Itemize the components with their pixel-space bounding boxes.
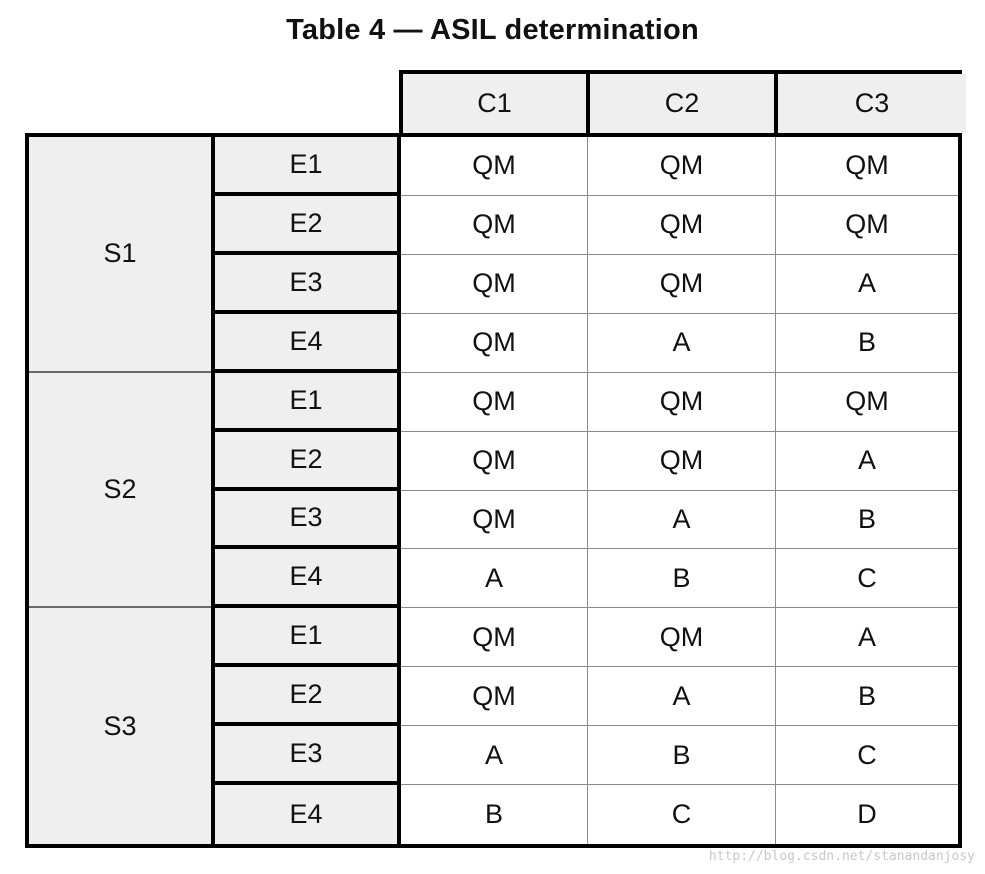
table-row bbox=[401, 255, 958, 314]
asil-cell: C bbox=[776, 549, 958, 607]
asil-cell: B bbox=[776, 491, 958, 549]
watermark-text: http://blog.csdn.net/stanandanjosy bbox=[708, 849, 975, 864]
column-header-c1: C1 bbox=[403, 74, 590, 133]
exposure-cell: E3 bbox=[215, 726, 397, 785]
asil-cell: QM bbox=[401, 314, 588, 372]
exposure-cell: E2 bbox=[215, 432, 397, 491]
asil-cell: QM bbox=[401, 608, 588, 666]
exposure-cell: E3 bbox=[215, 491, 397, 550]
column-header-c2: C2 bbox=[590, 74, 778, 133]
asil-table bbox=[25, 133, 962, 848]
asil-cell: QM bbox=[401, 667, 588, 725]
table-row bbox=[401, 196, 958, 255]
asil-cell: QM bbox=[588, 196, 776, 254]
exposure-cell: E4 bbox=[215, 314, 397, 373]
table-title: Table 4 — ASIL determination bbox=[286, 14, 699, 46]
column-header-c3: C3 bbox=[778, 74, 966, 133]
table-row bbox=[401, 667, 958, 726]
exposure-column bbox=[215, 137, 401, 844]
asil-cell: QM bbox=[401, 491, 588, 549]
asil-cell: C bbox=[588, 785, 776, 844]
column-header-row bbox=[399, 70, 962, 133]
table-row bbox=[401, 726, 958, 785]
table-row bbox=[401, 549, 958, 608]
asil-cell: A bbox=[776, 432, 958, 490]
asil-cell: B bbox=[588, 726, 776, 784]
asil-cell: QM bbox=[588, 373, 776, 431]
asil-cell: QM bbox=[401, 196, 588, 254]
asil-cell: QM bbox=[401, 255, 588, 313]
table-row bbox=[401, 373, 958, 432]
asil-cell: B bbox=[776, 314, 958, 372]
asil-cell: A bbox=[588, 667, 776, 725]
asil-cell: QM bbox=[588, 432, 776, 490]
asil-cell: B bbox=[588, 549, 776, 607]
exposure-cell: E3 bbox=[215, 255, 397, 314]
asil-cell: B bbox=[776, 667, 958, 725]
asil-cell: A bbox=[401, 549, 588, 607]
asil-values bbox=[401, 137, 958, 844]
table-row bbox=[401, 785, 958, 844]
table-row bbox=[401, 608, 958, 667]
table-row bbox=[401, 432, 958, 491]
severity-column bbox=[29, 137, 215, 844]
asil-cell: QM bbox=[401, 373, 588, 431]
severity-cell-s2: S2 bbox=[29, 373, 211, 609]
asil-cell: QM bbox=[401, 432, 588, 490]
asil-cell: A bbox=[588, 314, 776, 372]
severity-cell-s3: S3 bbox=[29, 608, 211, 844]
asil-cell: A bbox=[776, 255, 958, 313]
severity-cell-s1: S1 bbox=[29, 137, 211, 373]
asil-cell: QM bbox=[401, 137, 588, 195]
asil-cell: C bbox=[776, 726, 958, 784]
exposure-cell: E2 bbox=[215, 667, 397, 726]
exposure-cell: E4 bbox=[215, 785, 397, 844]
exposure-cell: E1 bbox=[215, 608, 397, 667]
asil-cell: B bbox=[401, 785, 588, 844]
asil-cell: QM bbox=[776, 196, 958, 254]
asil-cell: QM bbox=[588, 608, 776, 666]
asil-cell: QM bbox=[776, 373, 958, 431]
exposure-cell: E1 bbox=[215, 137, 397, 196]
table-row bbox=[401, 137, 958, 196]
asil-cell: QM bbox=[588, 137, 776, 195]
asil-cell: A bbox=[401, 726, 588, 784]
exposure-cell: E4 bbox=[215, 549, 397, 608]
asil-cell: A bbox=[588, 491, 776, 549]
asil-cell: D bbox=[776, 785, 958, 844]
exposure-cell: E1 bbox=[215, 373, 397, 432]
table-row bbox=[401, 314, 958, 373]
asil-cell: QM bbox=[588, 255, 776, 313]
asil-cell: A bbox=[776, 608, 958, 666]
table-row bbox=[401, 491, 958, 550]
exposure-cell: E2 bbox=[215, 196, 397, 255]
asil-cell: QM bbox=[776, 137, 958, 195]
